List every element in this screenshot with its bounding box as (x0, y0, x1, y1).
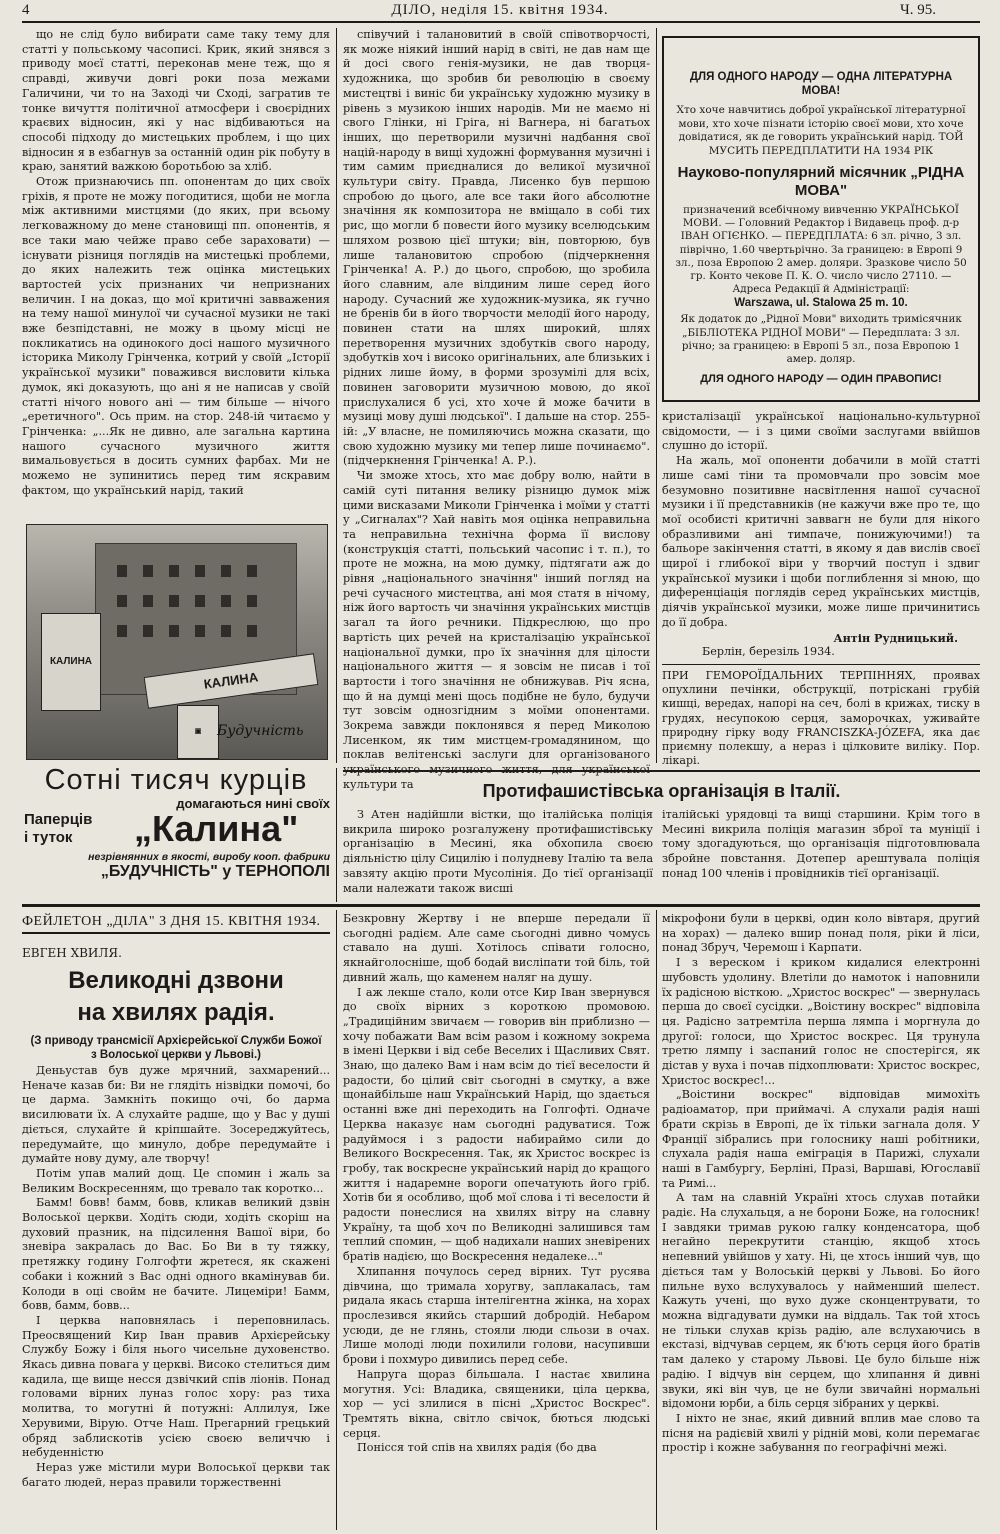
column-divider (656, 910, 657, 1530)
feuilleton-col3 (662, 912, 980, 1532)
section-rule (343, 770, 980, 772)
article-conclusion (662, 410, 980, 664)
brand-script: Будучність (217, 723, 304, 739)
paragraph: На жаль, мої опоненти добачили в моїй статті лише самі тіни та промовчали про зовсім мое безумовно позитивне насвітлення нашої сучасної музики і її представників (не кажучи вже про те, що мої особисті критичні заввагн не були для нікого образливими ані тимпаче, понижуючими!) та бальоре закінчення статті, в якому я дав вислів своєї щирої і глибокої віри у творчий поступ і здвиг української музики і щоби поглиблення зі мною, що диференціація поглядів серед українських мистців, діячів української музики, може лише причинитись до її добра. (662, 454, 980, 629)
kalyna-line3a: Паперців (24, 811, 93, 828)
feuilleton-col1 (22, 1064, 330, 1532)
masthead: ДІЛО, неділя 15. квітня 1934. (391, 2, 609, 18)
paragraph: мікрофони були в церкві, один коло вівтаря, другий на хорах) — далеко вшир понад поля, ріки й ліси, понад Збруч, Черемош і Карпати. (662, 912, 980, 955)
kalyna-product: „Калина" (134, 808, 299, 849)
paragraph: Хлипання почулось серед вірних. Тут русява дівчина, що тримала хоругву, заплакалась, там ридала якась старша інтелігентна жінка, на хорах прослезився якийсь старший добродій. Небаром усюди, де не глянь, стояли люди сльози в очах. Лише молоді люди похилили голови, насупивши брови і похмуро дивились перед себе. (343, 1264, 650, 1367)
paragraph: І аж лекше стало, коли отсе Кир Іван звернувся до своїх вірних з короткою промовою. „Традиційним звичаєм — говорив він приблизно — хочу побажати Вам всім разом і кожному зокрема в імені Церкви і від себе Веселих і Щасливих Свят. Знаю, що далеко Вам і нам всім до тієї веселости й радости, бо цілий світ сьогодні в смутку, а вже щонайбільше наш Український Нарід, що здається останні вже дні переходить на Голгофті. Одначе Церква наказує нам сьогодні радуватися. Тож радуймося і з радости набираймо сили до Великого Воскресення. Так, як Христос воскрес із гробу, так воскресне український нарід до кращого життя і надаремне вороги опечатують його гріб. Хотів би я особливо, щоб мої слова і ті веселости й радости понеслися на хвилях вітру на славну Україну, та щоб хоч по Великодні залишився там теплий спомин, — щоб надихали наших зневірених братів надією, що Воскресення недалеке..." (343, 985, 650, 1264)
antifascist-title: Протифашистівська організація в Італії. (482, 781, 841, 801)
factory-image (26, 524, 328, 760)
ad-supplement: Як додаток до „Рідної Мови" виходить тримісячник „БІБЛІОТЕКА РІДНОЇ МОВИ" — Передплата: 3 зл. річно; за границею: в Европі 5 зл., поза Европою 1 амер. доляр. (680, 313, 962, 366)
paragraph: І церква наповнялась і переповнилась. Преосвящений Кир Іван правив Архієрейську Службу Божу і біля нього чисельне духовенство. Якась дивна повага у церкві. Високо стелиться дим кадила, ще вище несся дзвічкий спів ліонів. Понад головами вірних луназ голос хору: раз тиха молитва, то могутні й потужні: Аллилуя, Іже Херувими, Вірую. Отче Наш. Прегарний грецький обряд заблискотів усією своєю величчю і небуденністю (22, 1313, 330, 1460)
ad-intro: Хто хоче навчитись доброї української літературної мови, хто хоче пізнати історію своєї мови, хто хоче довідатися, як де говорить український нарід. ТОЙ МУСИТЬ ПЕРЕДПЛАТИТИ НА 1934 РІК (676, 104, 966, 157)
kalyna-headline: Сотні тисяч курців (44, 764, 308, 796)
column-divider (336, 768, 337, 902)
paragraph: співучий і талановитий в своїй співотворчості, як може ніякий інший нарід в світі, не дав нам ще й досі свого генія-музики, не дав творця-художника, що зробив би революцію в своєму мистецтві і виніс би українську художню музику в рівень з музикою інших народів. Ми не маємо ні свого Глінки, ні Гріга, ні Вагнера, ні багатьох інших, що перетворили музичні надбання свої націй-народу в вищі художні формування музичні і тим самим приєдналися до великої музичної культури світу. Правда, Лисенко був першою спробою до цього, але все таки його абсолютне значіння як композитора не вміщало в собі тих рис, що могли б повести його музику вселюдським шляхом розвою цієї штуки; він, повторюю, був лише талановитою спробою (підчеркнення Грінченка! А. Р.) до цього, спробою, що зробила його славним, але вілдиним лише серед його народу. Сучасний же художник-музика, як гучно не бренів би в його творчости мелодії його народу, повинен стати на шлях широкий, шлях перетворення музичних здобутків свого народу, здобутків хоч і високо оригінальних, але близьких і рідних лише йому, в форми зрозумілі для всіх, повинен заговорити музичною мовою, до якої прислухалися б усі, хто хоче й може бачити в музиці мову душі людської". І дальше на стор. 255-ій: „У власне, не помиляючись можна сказати, що свою художню музику ми тепер лише починаємо". (підчеркнення Грінченка! А. Р.). (343, 28, 650, 468)
feuilleton-rule (22, 904, 980, 907)
product-pack-small: ▣ (177, 705, 219, 759)
paragraph: Чи зможе хтось, хто має добру волю, найти в самій суті питання велику різницю думок між цими висказами Миколи Грінченка і моїми у статті у „Сигналах"? Хай навіть моя оцінка неправильна та неправильна технічна форма її вислову (конструкція статті, польський часопис і т. п.), то проте не можна, на мою думку, підтягати аж до рівня „національного значіння" інший погляд на речі сучасного мистецтва, ані моя статя в нічому, ніж його вартость чи значіння українських мистців загал та його речники. Підкреслюю, що про вартість цих речей на кристалізацію української національної думки, про їх значіння для цілости національного життя — я зовсім не писав і тої вартости і того значіння не обнижував. Річ ясна, що й на думці мені щось подібне не було, будучи тут зовсім однозгідним з моїми опонентами. Зокрема завжди поклонявся я перед Миколою Лисенком, як тим мистцем-громадянином, що поклав велітенські заслуги для організованого культури та (343, 469, 650, 791)
paragraph: Деньустав був дуже мрячний, захмарений... Неначе казав би: Ви не глядіть нізвідки помочі, бо це дарма. Замкніть покищо очі, бо дарма висилювати їх. А слухайте радше, що у Вас у душі діється, слухайте й кріпшайте. Зосереджуйтесь, передумайте, що минуло, добре передумайте і думайте нову думу, але творчу! (22, 1064, 330, 1166)
paragraph: Потім упав малий дощ. Це спомин і жаль за Великим Воскресенням, що тревало так коротко... (22, 1166, 330, 1195)
paragraph: З Атен надійшли вістки, що італійська поліція викрила широко розгалужену протифашистівську організацію в Месині, яка обхопила своєю діяльністю цілу Сицилію і полудневу Італію та вела завзяту акцію проти Мусолінія. До тієї організації мали належати також висші (343, 808, 653, 895)
paragraph: кристалізації української національно-культурної свідомости, — і з цими своїми заслугами ввійшов слушно до історії. (662, 410, 980, 453)
header-rule (22, 21, 980, 23)
issue-number: Ч. 95. (900, 2, 936, 18)
kalyna-line2: домагаються нині своїх (176, 796, 330, 811)
paragraph: Понісся той спів на хвилях радія (бо два (357, 1441, 597, 1455)
feuilleton-title-1: Великодні дзвони (68, 967, 284, 994)
paragraph: Отож признаючись пп. опонентам до цих своїх гріхів, я проте не можу погодитися, щоби не могла між активними мистцями (до яких, при всьому легковажному до мене становищі пп. опонентів, я все таки маю чейже право себе зараховати) — існувати різниця поглядів на мистецькі проблеми, до яких належить теж оцінка мистецьких вартостей усіх признаних чи непризнаних величин. І на доказ, що мої критичні завважения на тему нашої минулої чи сучасної музики не такі вже безпідставні, не можу в цьому місці не покликатись на одинокого досі нашого музичного історика Миколу Грінченка, котрий у своїй „Історії української музики" поважився висловити кілька думок, які доказують, що ані я не написав у своїй статті нічого нового ані — тим більше — нічого „еретичного". Ось прим. на стор. 248-ій читаємо у Грінченка: „...Як не дивно, але загальна картина нашого сучасного музичного життя вимальовується в досить сумних фарбах. Ми не можемо не зупинитись перед тим яскравим фактом, що український нарід, такий (22, 175, 330, 497)
kalyna-line5: „БУДУЧНІСТЬ" у ТЕРНОПОЛІ (100, 863, 330, 880)
antifascist-left (343, 808, 653, 900)
paragraph: Напруга щораз більшала. І настає хвилина могутня. Усі: Владика, священики, ціла церква, хор — усі злилися в пісні „Христос Воскрес". Тремтять вікна, світло свічок, бються людські серця. (343, 1367, 650, 1440)
article-continuation-col1 (22, 28, 330, 516)
column-divider (336, 28, 337, 763)
paragraph: Безкровну Жертву і не вперше передали її сьогодні радієм. Але саме сьогодні дивно чомусь ставало на душі. Хотілось співати голосно, якнайголосніше, щоб бодай висліпати той біль, той дивний жаль, що каменем наляг на душу. (343, 912, 650, 984)
product-pack: КАЛИНА (41, 613, 101, 711)
ad-description: призначений всебічному вивченню УКРАЇНСЬКОЇ МОВИ. — Головний Редактор і Видавець проф. д-р ІВАН ОГІЄНКО. — ПЕРЕДПЛАТА: 6 зл. річно, 3 зл. піврічно, 1.60 чвертьрічно. За границею: в Европі 9 зл., поза Европою 2 амер. доляри. Зразкове число 50 гр. Конто чекове П. К. О. число число 27110. — Адреса Редакції й Адміністрації: (675, 204, 967, 296)
paragraph: італійські урядовці та вищі старшини. Крім того в Месині викрила поліція магазин зброї та муніції і тому здогадуються, що організація підготовлювала збройне повстання. Дотепер арештувала поліція понад 100 членів і провідників тієї організації. (662, 808, 980, 880)
ad-closing: ДЛЯ ОДНОГО НАРОДУ — ОДИН ПРАВОПИС! (700, 373, 942, 386)
feuilleton-col2 (343, 912, 650, 1532)
paragraph: що не слід було вибирати саме таку тему для статті у польському часописі. Крик, який знявся з приводу моєї статті, переконав мене теж, що я справді, живучи довгі роки поза межами Галичини, чи то на Заході чи Сході, загратив те тонке вичуття політичної атмосфери і своєрідних краєвих відносин, які у нас відбиваються на способі підходу до мистецьких проблем, і що цих відносин я в езбагнув за останній один рік побуту в краю, занятий важкою боротьбою за хліб. (22, 28, 330, 174)
pharm-ad-text: ПРИ ГЕМОРОЇДАЛЬНИХ ТЕРПІННЯХ, проявах опухлини печінки, обструкції, потріскані грубій кишці, вередах, напорі на сеч, болі в крижах, тиску в грудях, несупокою серця, заморочках, уживайте природну гірку воду FRANCISZKA-JÓZEFA, яка дає приємну полекшу, а нераз і цілковите виліку. Пор. лікарі. (662, 669, 980, 768)
feuilleton-title-2: на хвилях радія. (77, 999, 275, 1026)
kalyna-line3b: і туток (24, 829, 73, 846)
paragraph: Нераз уже містили мури Волоської церкви так багато людей, нераз правили торжественні (22, 1460, 330, 1489)
paragraph: А там на славній Україні хтось слухав потайки радіє. На слухальця, а не борони Боже, на голосник! І завдяки тримав рукою галку конденсатора, щоб негайно перекрутити станцію, якщоб хтось непевний увійшов у хату. Ні, це хтось інший чув, що діється там у Волоській церкві у Львові. Бо його пильне вухо вслухувалось у найменший шелест. Кажуть учені, що вухо дуже сконцентрувати, то можна відгадувати думки на віддаль. Так той хтось не тільки слухав крізь радію, але вслухаючись в екстазі, відчував серцем, як б'ють серця його братів там далеко у старому Львові. Це було більше ніж радію. І відчув він серцем, що хлипання й дивні звуки, які він чув, це не були звичайні нормальні відомони юрби, а біль серця зібраних у церкві. (662, 1191, 980, 1411)
signature: Антін Рудницький. (833, 630, 958, 645)
feuilleton-author: ЕВГЕН ХВИЛЯ. (22, 946, 122, 960)
section-rule (662, 664, 980, 665)
antifascist-right (662, 808, 980, 900)
feuilleton-banner: ФЕЙЛЕТОН „ДІЛА" З ДНЯ 15. КВІТНЯ 1934. (22, 912, 330, 934)
paragraph: „Воістини воскрес" відповідав мимохіть радіоаматор, при приймачі. А слухали радія наші брати скрізь в Европі, де їх тільки загнала доля. У Франції зібрались при голоснику наші робітники, слухала радія наша еміграція в Парижі, слухали наші в Гамбургу, Берліні, Празі, Варшаві, Югославії та Римі... (662, 1088, 980, 1190)
paragraph: І ніхто не знає, який дивний вплив мае слово та пісня на радієвій хвилі у рідній мові, коли перемагає простір і кожне забування по географічні межі. (662, 1411, 980, 1455)
pharm-ad (662, 669, 980, 768)
paragraph: І з вереском і криком кидалися електронні шубовсть удолину. Влетіли до намоток і наповнили їх радісною вісткою. „Христос воскрес" — звернулась перша до своєї сусідки. „Воістину воскрес" відповіла ця. Радісно затремтіла перша лямпа і моргнула до другої: голоси, що Христос воскрес. Ця трунула третю лямпу і заспаний голос не спостерігся, як дістав у вуха і почав підхоплювати: Христос воскрес, Христос воскрес!... (662, 956, 980, 1087)
page-number: 4 (22, 2, 30, 18)
rodna-mova-ad (662, 36, 980, 402)
column-divider (656, 28, 657, 763)
paragraph: Бамм! бовв! бамм, бовв, кликав великий дзвін Волоської церкви. Ходіть сюди, ходіть скоріш на духовий празник, на підсилення Вашої віри, бо зневіра закралась до Вас. Бо Ви в ту тяжку, претяжку годину Голгофти жретеся, як скажені собаки і кожний з Вас одні одного вкамінував би. Колоди в оці свойм не бачите. Лицеміри! Бамм, бовв, бамм, бовв... (22, 1196, 330, 1313)
article-continuation-col2 (343, 28, 650, 791)
feuilleton-subtitle: (З приводу трансмісії Архієрейської Служби Божої з Волоської церкви у Львові.) (30, 1035, 322, 1061)
product-booklet: КАЛИНА (144, 653, 319, 709)
ad-title: ДЛЯ ОДНОГО НАРОДУ — ОДНА ЛІТЕРАТУРНА МОВА! (689, 71, 953, 97)
magazine-title: Науково-популярний місячник „РІДНА МОВА" (677, 164, 965, 199)
kalyna-line4: незрівнянних в якості, виробу кооп. фабрики (88, 851, 330, 863)
kalyna-ad-photo (26, 524, 328, 760)
column-divider (336, 910, 337, 1530)
kalyna-ad-text (22, 764, 330, 900)
ad-address: Warszawa, ul. Stalowa 25 m. 10. (734, 297, 908, 310)
place-date: Берлін, березіль 1934. (702, 645, 835, 659)
